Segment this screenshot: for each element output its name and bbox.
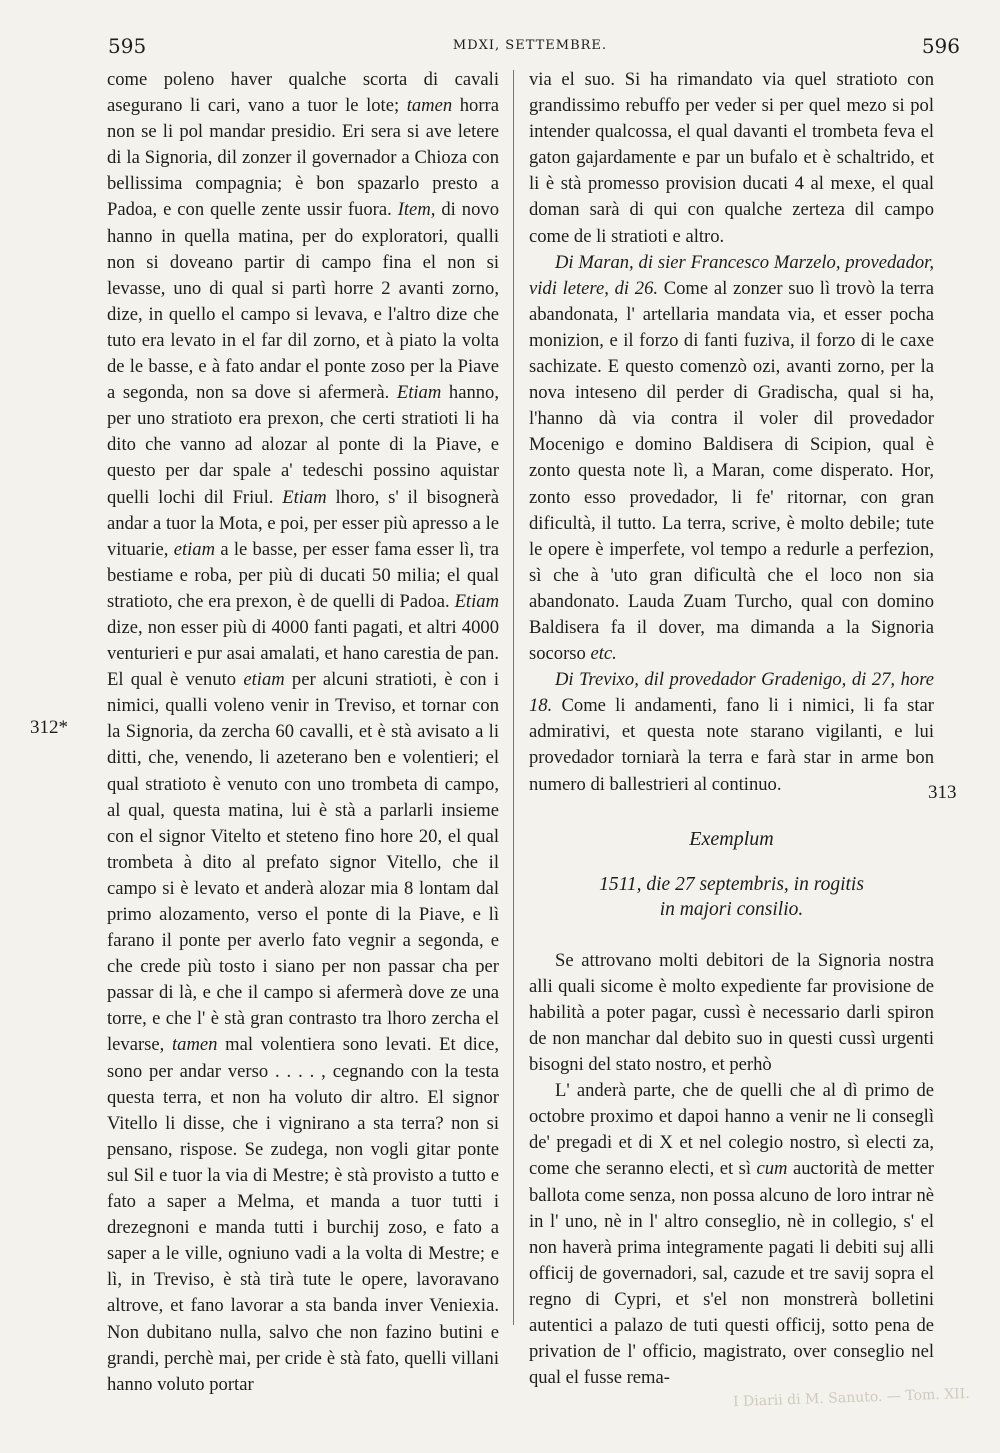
- italic-run: Di Maran, di sier Francesco Marzelo, provedador, vidi letere, di 26.: [529, 251, 934, 299]
- right-paragraph-1: via el suo. Si ha rimandato via quel stratioto con grandissimo rebuffo per veder si per quel mezo si pol intender qualcossa, el qual davanti el trombeta feva el gaton gajardamente e par un bufalo et è schaltrido, et li è stà promesso provision ducati 4 al mexe, el qual doman sarà di qui con qualche zerteza dil campo come de li stratioti e altro.: [529, 69, 934, 247]
- right-paragraph-decree: Se attrovano molti debitori de la Signoria nostra alli quali sicome è molto expediente far provisione de habilità a poter pagar, cussì è necessario darli spiron de non manchar dal debito suo in questi cussì urgenti bisogni del stato nostro, et perhò: [529, 949, 934, 1076]
- italic-run: tamen: [406, 95, 453, 117]
- text-run: dize, non esser più di 4000 fanti pagati, et altri 4000 venturieri e pur asai amalati, et hano carestia de pan. El qual è venuto: [107, 616, 499, 691]
- italic-run: cum: [756, 1158, 788, 1180]
- margin-number-right: 313: [928, 782, 957, 803]
- italic-run: etiam: [173, 538, 216, 560]
- running-title: MDXI, SETTEMBRE.: [452, 38, 608, 53]
- italic-run: Etiam: [282, 486, 327, 508]
- italic-run: Etiam: [396, 382, 442, 404]
- right-paragraph-maran: [529, 250, 934, 668]
- left-column: [107, 67, 499, 1398]
- text-run: mal volentiera sono levati. Et dice, sono per andar verso . . . . , cegnando con la testa questa terra, et non ha voluto dir altro. El signor Vitello li disse, che i vignirano a sta terra? non si pensano, rispose. Se zudega, non vogli gitar ponte sul Sil e tuor la via di Mestre; è stà provisto a tutto e fato a saper a Melma, et manda a tuor tutti i drezegnoni e manda tutti i burchij zoso, e fato a saper a le ville, ogniuno vadi a la volta di Mestre; e lì, in Treviso, è stà tirà tute le opere, lavoravano altrove, et fano lavorar a sta banda inver Veniexia. Non dubitano nulla, salvo che non fazino butini e grandi, perchè mai, per cride è stà fato, quelli villani hanno voluto portar: [107, 1034, 499, 1395]
- text-run: hanno, per uno stratioto era prexon, che certi stratioti li ha dito che vanno ad alozar al ponte di la Piave, e questo per dar spale a' tedeschi possino aquistar quelli lochi dil Friul.: [107, 382, 499, 508]
- text-run: di novo hanno in quella matina, per do exploratori, qualli non si doveano partir di campo fina el non si levasse, uno di qual si partì horre 2 avanti zorno, dize, in quello el campo si levava, e l'altro dize che tuto era levato in el far dil zorno, et à piato la volta de le basse, e à fato andar el ponte zoso per la Piave a segonda, non sa dove si afermerà.: [107, 199, 499, 404]
- text-run: a le basse, per esser fama esser lì, tra bestiame e roba, per più di ducati 50 milia; el qual stratioto, che era prexon, è de quelli di Padoa.: [107, 538, 499, 612]
- date-heading: [529, 872, 934, 922]
- italic-run: etc.: [590, 643, 617, 665]
- text-run: Come li andamenti, fano li i nimici, li fa star admirativi, et questa note starano vigilanti, e lui provedador torniarà la terra e farà star in arme bon numero di ballestrieri al continuo.: [529, 695, 934, 795]
- section-heading: Exemplum: [689, 827, 774, 850]
- date-heading-line: in majori consilio.: [659, 898, 804, 920]
- page-number-right: 596: [921, 34, 960, 58]
- text-run: come poleno haver qualche scorta di cavali asegurano li cari, vano a tuor le lote;: [107, 69, 499, 117]
- left-paragraph: [107, 67, 499, 1398]
- italic-run: etiam: [243, 669, 285, 691]
- date-heading-line: 1511, die 27 septembris, in rogitis: [599, 873, 864, 895]
- page-number-left: 595: [108, 34, 147, 58]
- text-run: per alcuni stratioti, è con i nimici, qualli voleno venir in Treviso, et tornar con la Signoria, da zercha 60 cavalli, et è stà avisato a li ditti, che, venendo, li azeterano ben e volentieri; el qual stratioto è venuto con uno trombeta di campo, al qual, questa matina, lui è stà a parlarli insieme con el signor Vitelto et steteno fino hore 20, el qual trombeta à dito al prefato signor Vitello, che il campo si è levato et anderà alozar mia 8 lontam dal primo alozamento, verso el ponte di la Piave, e lì farano il ponte per averlo fato vegnir a segonda, e che crede più tosto i siano per non passar cha per passar di là, e che il campo si afermerà dove ze una torre, e che l' è stà gran contrasto tra lhoro zercha el levarse,: [107, 669, 499, 1056]
- italic-run: Etiam: [454, 590, 499, 612]
- bleed-through-text: I Diarii di M. Sanuto. — Tom. XII.: [733, 1385, 971, 1411]
- italic-run: Di Trevixo, dil provedador Gradenigo, di 27, hore 18.: [529, 669, 934, 717]
- text-run: L' anderà parte, che de quelli che al dì primo de octobre proximo et dapoi hanno a venir ne li conseglì de' pregadi et di X et nel colegio nostro, sì electi za, come che seranno electi, et sì: [529, 1080, 934, 1180]
- column-divider: [513, 70, 514, 1325]
- right-column: [529, 67, 934, 1391]
- italic-run: tamen: [171, 1034, 218, 1056]
- right-paragraph-parte: [529, 1078, 934, 1391]
- text-run: auctorità de metter ballota come senza, non possa alcuno de loro intrar nè in l' uno, nè in l' altro conseglio, nè in collegio, s' el non haverà prima integramente pagati li debiti suj alli officij de governadori, sal, cazude et tre savij sopra el regno di Cypri, et s'el non monstrerà bolletini autentici a palazo de tuti questi officij, sotto pena de privation de l' officio, magistrato, over conseglio nel qual el fusse rema-: [529, 1158, 935, 1389]
- page-header: [100, 30, 960, 60]
- margin-number-left: 312*: [30, 717, 68, 738]
- text-run: Come al zonzer suo lì trovò la terra abandonata, l' artellaria mandata via, et esser pocha monizion, e il forzo di fanti fuziva, il forzo di le caxe sachizate. E questo comenzò ozi, avanti zorno, per la nova inteseno dil perder di Gradischa, qual si ha, l'hanno dà via contra il voler dil provedador Mocenigo e domino Baldisera di Scipion, qual è zonto questa note lì, a Maran, come disperato. Hor, zonto esso provedador, li fe' ritornar, con gran dificultà, il tutto. La terra, scrive, è molto debile; tute le opere è imperfete, vol tempo a redurle a perfezion, sì che à 'uto gran dificultà che el loco non sia abandonato. Lauda Zuam Turcho, qual con domino Baldisera fa il dover, ma dimanda a la Signoria socorso: [529, 277, 934, 665]
- italic-run: Item,: [397, 199, 436, 221]
- text-run: lhoro, s' il bisognerà andar a tuor la Mota, e poi, per esser più apresso a le vituarie,: [107, 486, 499, 560]
- text-run: horra non se li pol mandar presidio. Eri sera si ave letere di la Signoria, dil zonzer il governador a Chioza con bellissima compagnia; è bon spazarlo presto a Padoa, e con quelle zente ussir fuora.: [107, 95, 499, 221]
- right-paragraph-trevixo: [529, 667, 934, 797]
